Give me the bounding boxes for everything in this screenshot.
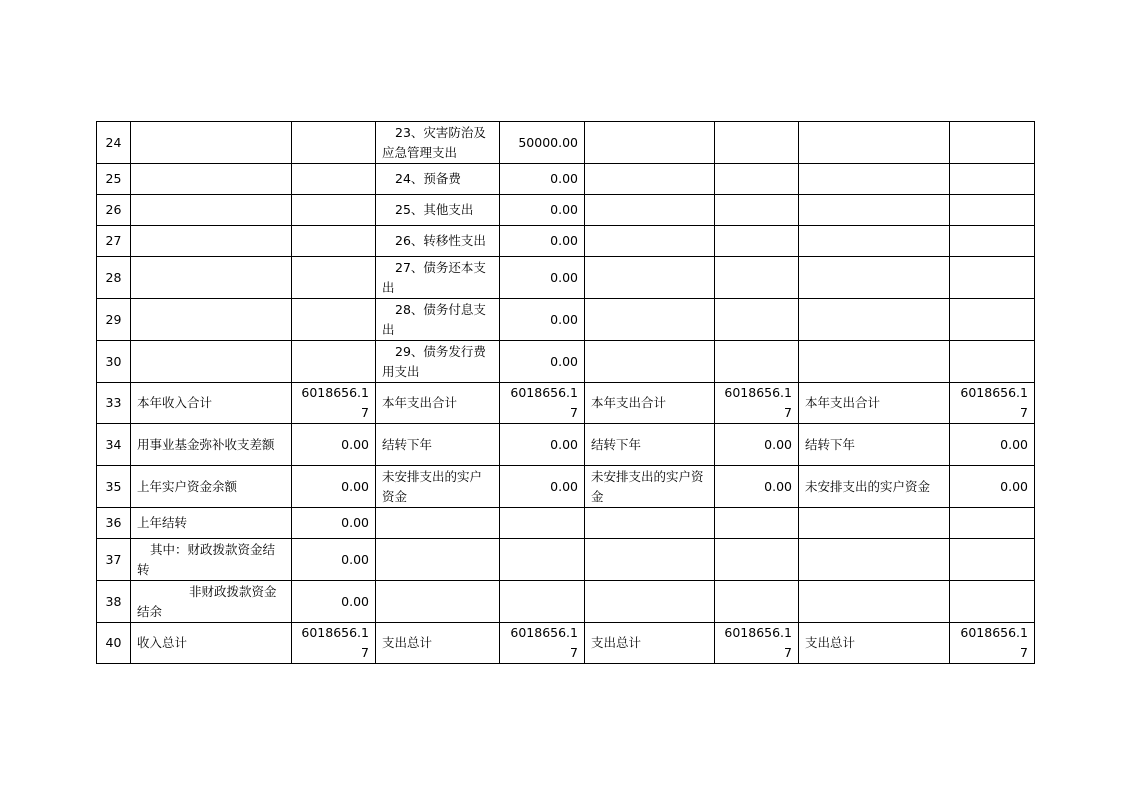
- income-item: [131, 195, 292, 226]
- expense-amount: [500, 508, 585, 539]
- expense-amount-3: [950, 508, 1035, 539]
- row-number: 37: [97, 539, 131, 581]
- expense-item-2: [585, 539, 715, 581]
- expense-item-2: [585, 341, 715, 383]
- expense-amount: [500, 539, 585, 581]
- expense-amount-2: [715, 539, 799, 581]
- income-amount: [292, 195, 376, 226]
- expense-item-2: 未安排支出的实户资金: [585, 466, 715, 508]
- expense-item: [376, 539, 500, 581]
- row-number: 36: [97, 508, 131, 539]
- row-number: 24: [97, 122, 131, 164]
- expense-amount-3: [950, 257, 1035, 299]
- expense-item-3: 未安排支出的实户资金: [799, 466, 950, 508]
- expense-amount-3: [950, 195, 1035, 226]
- expense-item-2: 结转下年: [585, 424, 715, 466]
- expense-item: [376, 257, 500, 299]
- expense-amount: 0.00: [500, 226, 585, 257]
- expense-amount-3: [950, 539, 1035, 581]
- budget-table: [96, 121, 1035, 664]
- income-item: [131, 341, 292, 383]
- row-number: 29: [97, 299, 131, 341]
- expense-item-text: 29、债务发行费用支出: [382, 343, 486, 379]
- expense-item-3: [799, 122, 950, 164]
- expense-amount-2: [715, 226, 799, 257]
- expense-amount-2: [715, 164, 799, 195]
- income-amount: [292, 299, 376, 341]
- row-number: 25: [97, 164, 131, 195]
- expense-amount: 6018656.17: [500, 623, 585, 664]
- expense-item-2: [585, 164, 715, 195]
- income-item: 上年结转: [131, 508, 292, 539]
- income-item-text: 其中：财政拨款资金结转: [137, 541, 276, 577]
- expense-item: 支出总计: [376, 623, 500, 664]
- expense-item: [376, 508, 500, 539]
- income-item: 上年实户资金余额: [131, 466, 292, 508]
- income-item: 本年收入合计: [131, 383, 292, 424]
- row-number: 30: [97, 341, 131, 383]
- income-item: 用事业基金弥补收支差额: [131, 424, 292, 466]
- expense-amount-3: [950, 581, 1035, 623]
- expense-amount-2: [715, 257, 799, 299]
- row-number: 40: [97, 623, 131, 664]
- expense-item-text: 26、转移性支出: [395, 233, 486, 248]
- income-item: [131, 539, 292, 581]
- expense-item: 结转下年: [376, 424, 500, 466]
- expense-item: [376, 195, 500, 226]
- income-item: [131, 581, 292, 623]
- expense-amount-2: 6018656.17: [715, 383, 799, 424]
- expense-item-3: 本年支出合计: [799, 383, 950, 424]
- table-row: [97, 424, 1035, 466]
- income-item: [131, 299, 292, 341]
- income-item: 收入总计: [131, 623, 292, 664]
- expense-amount-3: 6018656.17: [950, 383, 1035, 424]
- table-row: [97, 122, 1035, 164]
- table-row: [97, 581, 1035, 623]
- expense-item-3: 结转下年: [799, 424, 950, 466]
- expense-amount-2: 6018656.17: [715, 623, 799, 664]
- expense-amount: 0.00: [500, 195, 585, 226]
- income-amount: 0.00: [292, 581, 376, 623]
- income-amount: 0.00: [292, 539, 376, 581]
- expense-amount: 0.00: [500, 341, 585, 383]
- row-number: 27: [97, 226, 131, 257]
- row-number: 33: [97, 383, 131, 424]
- row-number: 35: [97, 466, 131, 508]
- table-row: [97, 466, 1035, 508]
- expense-item-2: [585, 299, 715, 341]
- expense-amount: 0.00: [500, 466, 585, 508]
- expense-item-3: [799, 581, 950, 623]
- income-item: [131, 164, 292, 195]
- table-row: [97, 257, 1035, 299]
- income-amount: 0.00: [292, 508, 376, 539]
- expense-item-text: 28、债务付息支出: [382, 301, 486, 337]
- expense-amount-2: [715, 581, 799, 623]
- row-number: 34: [97, 424, 131, 466]
- expense-item-text: 23、灾害防治及应急管理支出: [382, 124, 486, 160]
- expense-item-2: [585, 226, 715, 257]
- expense-amount: [500, 581, 585, 623]
- expense-item: [376, 581, 500, 623]
- row-number: 38: [97, 581, 131, 623]
- expense-item-2: [585, 581, 715, 623]
- expense-item-2: [585, 257, 715, 299]
- expense-amount-2: [715, 195, 799, 226]
- expense-amount: 0.00: [500, 164, 585, 195]
- expense-amount-3: 0.00: [950, 424, 1035, 466]
- expense-item-2: [585, 195, 715, 226]
- expense-item: 未安排支出的实户资金: [376, 466, 500, 508]
- row-number: 26: [97, 195, 131, 226]
- expense-item-3: [799, 257, 950, 299]
- income-amount: 6018656.17: [292, 383, 376, 424]
- income-amount: 6018656.17: [292, 623, 376, 664]
- table-row: [97, 383, 1035, 424]
- expense-amount-2: [715, 508, 799, 539]
- expense-amount: 0.00: [500, 257, 585, 299]
- expense-amount-3: [950, 341, 1035, 383]
- expense-amount-2: [715, 341, 799, 383]
- table-row: [97, 195, 1035, 226]
- expense-item-2: [585, 122, 715, 164]
- expense-amount: 50000.00: [500, 122, 585, 164]
- row-number: 28: [97, 257, 131, 299]
- expense-amount-3: [950, 299, 1035, 341]
- table-row: [97, 299, 1035, 341]
- expense-amount-2: 0.00: [715, 424, 799, 466]
- expense-item: [376, 226, 500, 257]
- table-row: [97, 341, 1035, 383]
- income-amount: 0.00: [292, 424, 376, 466]
- expense-amount-3: 0.00: [950, 466, 1035, 508]
- expense-item: [376, 299, 500, 341]
- expense-amount-2: [715, 122, 799, 164]
- expense-amount-3: [950, 164, 1035, 195]
- expense-amount-3: [950, 122, 1035, 164]
- expense-amount: 0.00: [500, 424, 585, 466]
- expense-amount-3: [950, 226, 1035, 257]
- expense-item: [376, 164, 500, 195]
- expense-item-3: 支出总计: [799, 623, 950, 664]
- expense-item-3: [799, 195, 950, 226]
- table-row: [97, 539, 1035, 581]
- expense-item-text: 25、其他支出: [395, 202, 474, 217]
- expense-item-3: [799, 539, 950, 581]
- expense-item: [376, 122, 500, 164]
- income-amount: 0.00: [292, 466, 376, 508]
- expense-item: [376, 341, 500, 383]
- expense-amount: 6018656.17: [500, 383, 585, 424]
- expense-item-text: 24、预备费: [395, 171, 461, 186]
- expense-item: 本年支出合计: [376, 383, 500, 424]
- expense-item-2: 支出总计: [585, 623, 715, 664]
- income-amount: [292, 226, 376, 257]
- expense-amount-2: [715, 299, 799, 341]
- income-amount: [292, 257, 376, 299]
- expense-amount-3: 6018656.17: [950, 623, 1035, 664]
- income-item: [131, 257, 292, 299]
- expense-item-2: [585, 508, 715, 539]
- table-row: [97, 164, 1035, 195]
- income-item: [131, 226, 292, 257]
- income-amount: [292, 341, 376, 383]
- table-row: [97, 226, 1035, 257]
- expense-amount: 0.00: [500, 299, 585, 341]
- expense-item-3: [799, 508, 950, 539]
- expense-item-3: [799, 164, 950, 195]
- expense-item-text: 27、债务还本支出: [382, 259, 486, 295]
- income-item-text: 非财政拨款资金结余: [137, 583, 277, 619]
- income-item: [131, 122, 292, 164]
- income-amount: [292, 164, 376, 195]
- table-row: [97, 623, 1035, 664]
- expense-item-3: [799, 226, 950, 257]
- income-amount: [292, 122, 376, 164]
- expense-item-3: [799, 299, 950, 341]
- expense-item-2: 本年支出合计: [585, 383, 715, 424]
- expense-item-3: [799, 341, 950, 383]
- expense-amount-2: 0.00: [715, 466, 799, 508]
- table-row: [97, 508, 1035, 539]
